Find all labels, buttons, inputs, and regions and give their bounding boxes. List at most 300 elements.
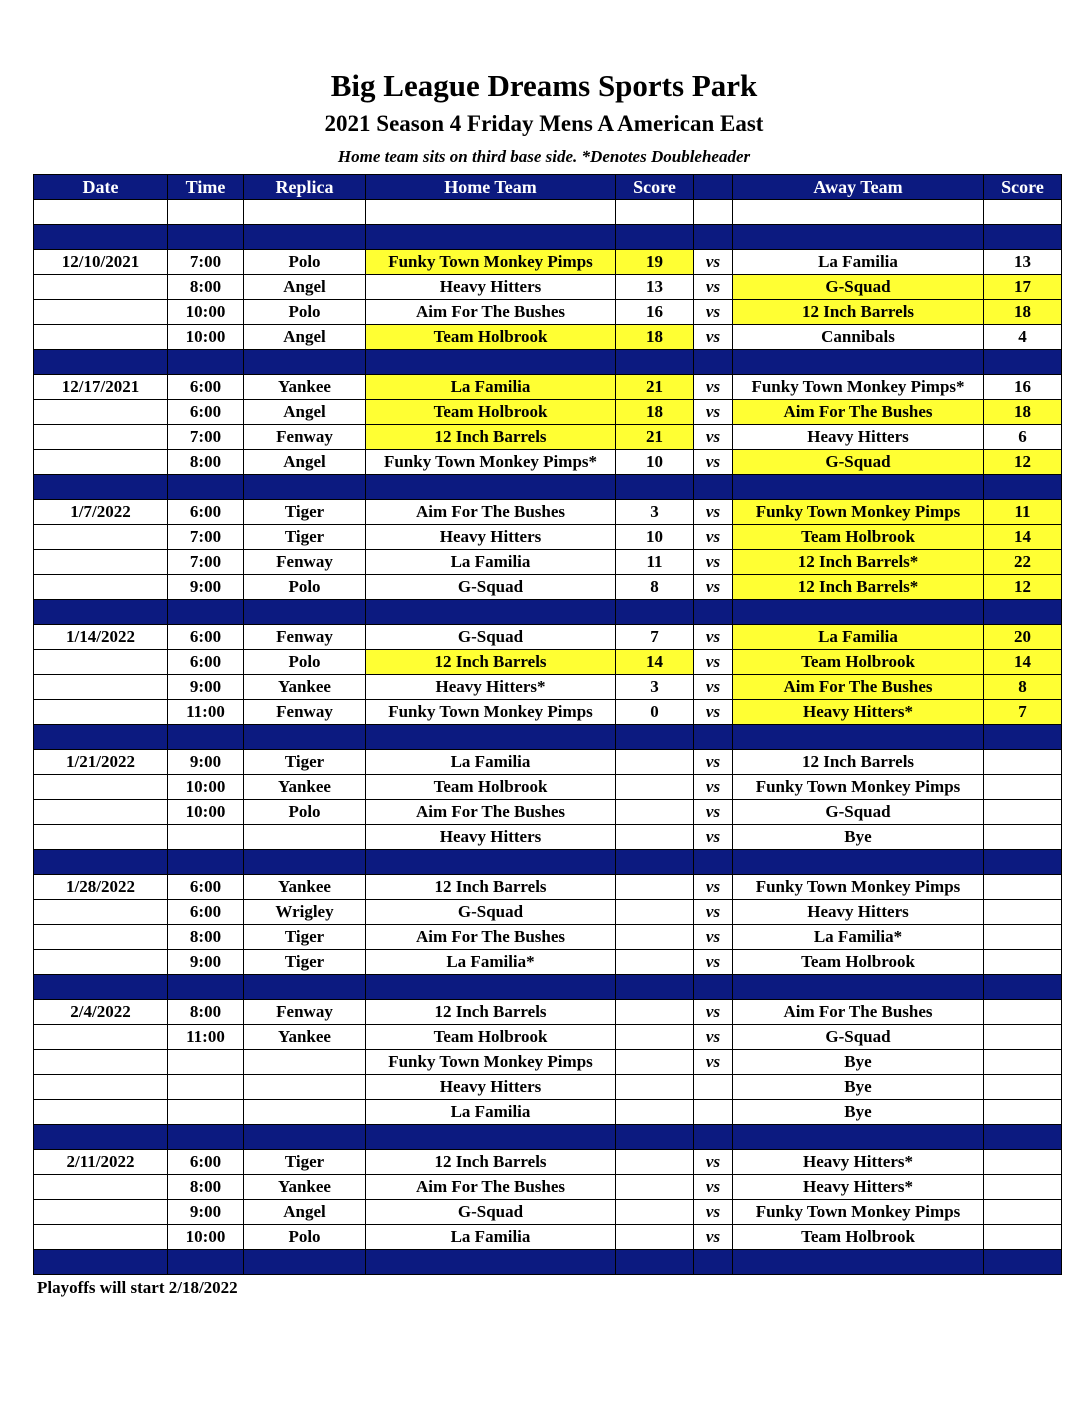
game-time: 6:00 — [168, 875, 244, 900]
vs-label: vs — [694, 375, 733, 400]
game-replica: Tiger — [244, 525, 366, 550]
home-team: 12 Inch Barrels — [366, 650, 616, 675]
home-score: 13 — [616, 275, 694, 300]
game-replica: Wrigley — [244, 900, 366, 925]
game-row — [34, 950, 1062, 975]
vs-label: vs — [694, 1000, 733, 1025]
game-date — [34, 525, 168, 550]
away-team: G-Squad — [733, 275, 984, 300]
home-team: Funky Town Monkey Pimps — [366, 1050, 616, 1075]
game-row — [34, 800, 1062, 825]
game-row — [34, 925, 1062, 950]
game-time: 6:00 — [168, 500, 244, 525]
game-replica: Polo — [244, 575, 366, 600]
game-row — [34, 1200, 1062, 1225]
game-date — [34, 900, 168, 925]
away-team: Heavy Hitters* — [733, 1175, 984, 1200]
home-team: Funky Town Monkey Pimps — [366, 250, 616, 275]
header-home-team: Home Team — [366, 175, 616, 200]
game-time: 6:00 — [168, 400, 244, 425]
vs-label: vs — [694, 525, 733, 550]
game-replica — [244, 1075, 366, 1100]
game-row — [34, 425, 1062, 450]
away-score — [984, 1225, 1062, 1250]
away-score — [984, 750, 1062, 775]
schedule-body — [34, 200, 1062, 1275]
game-row — [34, 1025, 1062, 1050]
game-row — [34, 300, 1062, 325]
home-team: 12 Inch Barrels — [366, 425, 616, 450]
game-replica: Angel — [244, 275, 366, 300]
away-team: G-Squad — [733, 1025, 984, 1050]
game-replica: Tiger — [244, 750, 366, 775]
home-score: 14 — [616, 650, 694, 675]
home-team: Team Holbrook — [366, 400, 616, 425]
game-date — [34, 825, 168, 850]
away-score — [984, 1075, 1062, 1100]
blank-row — [34, 200, 1062, 225]
game-row — [34, 825, 1062, 850]
away-score — [984, 1025, 1062, 1050]
home-team: 12 Inch Barrels — [366, 1150, 616, 1175]
week-separator — [34, 600, 1062, 625]
vs-label: vs — [694, 250, 733, 275]
away-team: La Familia — [733, 625, 984, 650]
away-team: Bye — [733, 1100, 984, 1125]
away-team: Heavy Hitters — [733, 900, 984, 925]
away-score — [984, 1050, 1062, 1075]
vs-label: vs — [694, 1225, 733, 1250]
away-score: 22 — [984, 550, 1062, 575]
week-separator — [34, 1250, 1062, 1275]
vs-label: vs — [694, 900, 733, 925]
vs-label: vs — [694, 275, 733, 300]
home-score — [616, 800, 694, 825]
home-team: Team Holbrook — [366, 325, 616, 350]
home-team: La Familia* — [366, 950, 616, 975]
home-score — [616, 1100, 694, 1125]
game-replica: Fenway — [244, 1000, 366, 1025]
vs-label: vs — [694, 450, 733, 475]
home-score — [616, 1150, 694, 1175]
game-date — [34, 1175, 168, 1200]
game-row — [34, 650, 1062, 675]
game-date — [34, 550, 168, 575]
home-score — [616, 900, 694, 925]
home-team: Heavy Hitters — [366, 275, 616, 300]
game-date — [34, 325, 168, 350]
away-score — [984, 775, 1062, 800]
vs-label: vs — [694, 1050, 733, 1075]
game-replica: Polo — [244, 800, 366, 825]
game-date: 12/10/2021 — [34, 250, 168, 275]
game-row — [34, 1100, 1062, 1125]
game-time — [168, 1100, 244, 1125]
game-row — [34, 1050, 1062, 1075]
header-away-team: Away Team — [733, 175, 984, 200]
home-score: 10 — [616, 450, 694, 475]
game-row — [34, 450, 1062, 475]
game-replica: Polo — [244, 300, 366, 325]
game-time: 7:00 — [168, 525, 244, 550]
game-time: 6:00 — [168, 375, 244, 400]
away-team: La Familia* — [733, 925, 984, 950]
game-date — [34, 1100, 168, 1125]
game-time: 9:00 — [168, 1200, 244, 1225]
home-score: 16 — [616, 300, 694, 325]
away-score: 7 — [984, 700, 1062, 725]
home-score: 3 — [616, 675, 694, 700]
away-team: Funky Town Monkey Pimps — [733, 1200, 984, 1225]
vs-label: vs — [694, 500, 733, 525]
week-separator — [34, 725, 1062, 750]
game-replica: Tiger — [244, 1150, 366, 1175]
game-time: 8:00 — [168, 450, 244, 475]
away-score — [984, 1100, 1062, 1125]
game-replica — [244, 825, 366, 850]
away-team: Team Holbrook — [733, 525, 984, 550]
game-time: 9:00 — [168, 750, 244, 775]
away-score: 18 — [984, 400, 1062, 425]
home-team: La Familia — [366, 375, 616, 400]
away-team: 12 Inch Barrels* — [733, 550, 984, 575]
home-team: Team Holbrook — [366, 1025, 616, 1050]
away-team: Heavy Hitters* — [733, 1150, 984, 1175]
away-score — [984, 800, 1062, 825]
home-team: 12 Inch Barrels — [366, 1000, 616, 1025]
game-time: 7:00 — [168, 250, 244, 275]
vs-label: vs — [694, 675, 733, 700]
vs-label: vs — [694, 300, 733, 325]
vs-label: vs — [694, 1025, 733, 1050]
home-team: Heavy Hitters — [366, 525, 616, 550]
away-score — [984, 1150, 1062, 1175]
home-team: Aim For The Bushes — [366, 500, 616, 525]
away-score: 4 — [984, 325, 1062, 350]
game-row — [34, 775, 1062, 800]
away-team: 12 Inch Barrels — [733, 750, 984, 775]
game-time — [168, 1050, 244, 1075]
home-team: G-Squad — [366, 575, 616, 600]
vs-label: vs — [694, 800, 733, 825]
away-team: 12 Inch Barrels — [733, 300, 984, 325]
home-score — [616, 1050, 694, 1075]
game-replica: Polo — [244, 250, 366, 275]
vs-label: vs — [694, 775, 733, 800]
game-replica: Tiger — [244, 500, 366, 525]
game-time: 6:00 — [168, 900, 244, 925]
game-row — [34, 1075, 1062, 1100]
vs-label: vs — [694, 400, 733, 425]
game-replica: Angel — [244, 400, 366, 425]
game-time: 11:00 — [168, 1025, 244, 1050]
game-date — [34, 300, 168, 325]
header-vs — [694, 175, 733, 200]
game-time: 7:00 — [168, 550, 244, 575]
vs-label: vs — [694, 825, 733, 850]
away-team: Heavy Hitters — [733, 425, 984, 450]
vs-label: vs — [694, 325, 733, 350]
schedule-note: Home team sits on third base side. *Denotes Doubleheader — [337, 147, 751, 166]
page-title: Big League Dreams Sports Park — [330, 68, 758, 103]
game-replica: Polo — [244, 1225, 366, 1250]
game-replica: Tiger — [244, 925, 366, 950]
game-date — [34, 450, 168, 475]
home-team: Aim For The Bushes — [366, 1175, 616, 1200]
game-row — [34, 400, 1062, 425]
week-separator — [34, 1125, 1062, 1150]
away-score: 8 — [984, 675, 1062, 700]
game-replica: Yankee — [244, 1025, 366, 1050]
away-team: Cannibals — [733, 325, 984, 350]
home-score — [616, 950, 694, 975]
game-row — [34, 750, 1062, 775]
vs-label: vs — [694, 750, 733, 775]
game-time: 10:00 — [168, 300, 244, 325]
vs-label: vs — [694, 575, 733, 600]
game-row — [34, 700, 1062, 725]
vs-label: vs — [694, 950, 733, 975]
vs-label: vs — [694, 875, 733, 900]
game-date — [34, 275, 168, 300]
game-replica: Fenway — [244, 425, 366, 450]
game-replica: Yankee — [244, 375, 366, 400]
game-replica: Polo — [244, 650, 366, 675]
home-score — [616, 775, 694, 800]
home-team: La Familia — [366, 750, 616, 775]
away-score: 16 — [984, 375, 1062, 400]
home-team: Aim For The Bushes — [366, 800, 616, 825]
game-replica: Yankee — [244, 1175, 366, 1200]
home-score: 7 — [616, 625, 694, 650]
home-score — [616, 1225, 694, 1250]
home-score: 19 — [616, 250, 694, 275]
away-team: Team Holbrook — [733, 650, 984, 675]
game-row — [34, 575, 1062, 600]
game-time: 10:00 — [168, 325, 244, 350]
game-row — [34, 500, 1062, 525]
home-team: Funky Town Monkey Pimps — [366, 700, 616, 725]
game-date — [34, 700, 168, 725]
away-score — [984, 825, 1062, 850]
home-team: Aim For The Bushes — [366, 925, 616, 950]
away-team: Funky Town Monkey Pimps — [733, 775, 984, 800]
away-team: La Familia — [733, 250, 984, 275]
game-time: 9:00 — [168, 575, 244, 600]
week-separator — [34, 350, 1062, 375]
away-score — [984, 1175, 1062, 1200]
home-team: Heavy Hitters — [366, 1075, 616, 1100]
home-score: 11 — [616, 550, 694, 575]
week-separator — [34, 475, 1062, 500]
game-row — [34, 1150, 1062, 1175]
game-row — [34, 625, 1062, 650]
game-time: 8:00 — [168, 1000, 244, 1025]
away-team: Heavy Hitters* — [733, 700, 984, 725]
game-date — [34, 575, 168, 600]
game-time: 10:00 — [168, 800, 244, 825]
game-date: 12/17/2021 — [34, 375, 168, 400]
game-time: 8:00 — [168, 1175, 244, 1200]
game-replica: Angel — [244, 325, 366, 350]
home-score — [616, 1025, 694, 1050]
schedule-table — [33, 174, 1062, 1275]
away-score — [984, 1000, 1062, 1025]
away-team: G-Squad — [733, 800, 984, 825]
home-team: La Familia — [366, 1225, 616, 1250]
game-time: 6:00 — [168, 650, 244, 675]
away-score: 14 — [984, 525, 1062, 550]
away-team: Funky Town Monkey Pimps* — [733, 375, 984, 400]
game-time: 9:00 — [168, 675, 244, 700]
game-row — [34, 275, 1062, 300]
away-score: 11 — [984, 500, 1062, 525]
header-date: Date — [34, 175, 168, 200]
game-time — [168, 1075, 244, 1100]
game-replica: Fenway — [244, 550, 366, 575]
vs-label: vs — [694, 1175, 733, 1200]
game-replica: Yankee — [244, 775, 366, 800]
vs-label: vs — [694, 1150, 733, 1175]
game-replica — [244, 1100, 366, 1125]
home-score: 18 — [616, 400, 694, 425]
game-date — [34, 400, 168, 425]
away-score — [984, 900, 1062, 925]
week-separator — [34, 850, 1062, 875]
away-score: 6 — [984, 425, 1062, 450]
home-team: 12 Inch Barrels — [366, 875, 616, 900]
away-score: 13 — [984, 250, 1062, 275]
game-time: 10:00 — [168, 1225, 244, 1250]
game-date: 1/21/2022 — [34, 750, 168, 775]
away-team: Bye — [733, 1050, 984, 1075]
game-date: 1/14/2022 — [34, 625, 168, 650]
game-replica: Fenway — [244, 625, 366, 650]
away-score: 12 — [984, 575, 1062, 600]
game-replica: Fenway — [244, 700, 366, 725]
vs-label: vs — [694, 925, 733, 950]
header-time: Time — [168, 175, 244, 200]
game-time: 8:00 — [168, 275, 244, 300]
game-row — [34, 1000, 1062, 1025]
game-row — [34, 675, 1062, 700]
home-team: Team Holbrook — [366, 775, 616, 800]
away-score: 17 — [984, 275, 1062, 300]
away-team: Bye — [733, 1075, 984, 1100]
game-row — [34, 250, 1062, 275]
home-team: G-Squad — [366, 625, 616, 650]
game-time — [168, 825, 244, 850]
vs-label: vs — [694, 425, 733, 450]
away-score — [984, 875, 1062, 900]
home-team: La Familia — [366, 1100, 616, 1125]
away-score — [984, 950, 1062, 975]
game-replica: Yankee — [244, 875, 366, 900]
game-row — [34, 875, 1062, 900]
header-row — [34, 175, 1062, 200]
vs-label — [694, 1100, 733, 1125]
game-date — [34, 650, 168, 675]
home-team: Heavy Hitters* — [366, 675, 616, 700]
home-score: 0 — [616, 700, 694, 725]
home-team: G-Squad — [366, 1200, 616, 1225]
game-date — [34, 950, 168, 975]
game-date: 2/4/2022 — [34, 1000, 168, 1025]
home-team: Aim For The Bushes — [366, 300, 616, 325]
game-replica: Yankee — [244, 675, 366, 700]
home-score: 18 — [616, 325, 694, 350]
game-time: 6:00 — [168, 1150, 244, 1175]
game-date — [34, 1050, 168, 1075]
game-date — [34, 1225, 168, 1250]
game-row — [34, 375, 1062, 400]
home-score: 10 — [616, 525, 694, 550]
playoffs-note: Playoffs will start 2/18/2022 — [37, 1278, 238, 1297]
away-score — [984, 925, 1062, 950]
vs-label: vs — [694, 1200, 733, 1225]
game-date: 2/11/2022 — [34, 1150, 168, 1175]
header-home-score: Score — [616, 175, 694, 200]
game-date — [34, 1075, 168, 1100]
away-team: Aim For The Bushes — [733, 400, 984, 425]
away-team: Team Holbrook — [733, 1225, 984, 1250]
game-row — [34, 525, 1062, 550]
away-team: G-Squad — [733, 450, 984, 475]
away-score: 12 — [984, 450, 1062, 475]
away-team: 12 Inch Barrels* — [733, 575, 984, 600]
away-team: Funky Town Monkey Pimps — [733, 500, 984, 525]
home-score — [616, 1075, 694, 1100]
home-team: G-Squad — [366, 900, 616, 925]
vs-label: vs — [694, 550, 733, 575]
away-team: Aim For The Bushes — [733, 1000, 984, 1025]
away-team: Bye — [733, 825, 984, 850]
vs-label: vs — [694, 650, 733, 675]
away-score: 18 — [984, 300, 1062, 325]
game-date — [34, 800, 168, 825]
week-separator — [34, 975, 1062, 1000]
game-date — [34, 675, 168, 700]
away-score — [984, 1200, 1062, 1225]
away-team: Aim For The Bushes — [733, 675, 984, 700]
week-separator — [34, 225, 1062, 250]
game-time: 10:00 — [168, 775, 244, 800]
home-team: La Familia — [366, 550, 616, 575]
home-team: Heavy Hitters — [366, 825, 616, 850]
vs-label: vs — [694, 625, 733, 650]
away-score: 20 — [984, 625, 1062, 650]
home-score: 8 — [616, 575, 694, 600]
game-time: 8:00 — [168, 925, 244, 950]
home-score: 21 — [616, 425, 694, 450]
game-date — [34, 775, 168, 800]
game-time: 11:00 — [168, 700, 244, 725]
vs-label: vs — [694, 700, 733, 725]
game-row — [34, 325, 1062, 350]
game-row — [34, 900, 1062, 925]
game-time: 9:00 — [168, 950, 244, 975]
header-away-score: Score — [984, 175, 1062, 200]
away-team: Team Holbrook — [733, 950, 984, 975]
home-score — [616, 1000, 694, 1025]
page-subtitle: 2021 Season 4 Friday Mens A American East — [324, 111, 764, 136]
home-score — [616, 1200, 694, 1225]
away-team: Funky Town Monkey Pimps — [733, 875, 984, 900]
vs-label — [694, 1075, 733, 1100]
game-time: 6:00 — [168, 625, 244, 650]
home-score: 21 — [616, 375, 694, 400]
game-row — [34, 550, 1062, 575]
